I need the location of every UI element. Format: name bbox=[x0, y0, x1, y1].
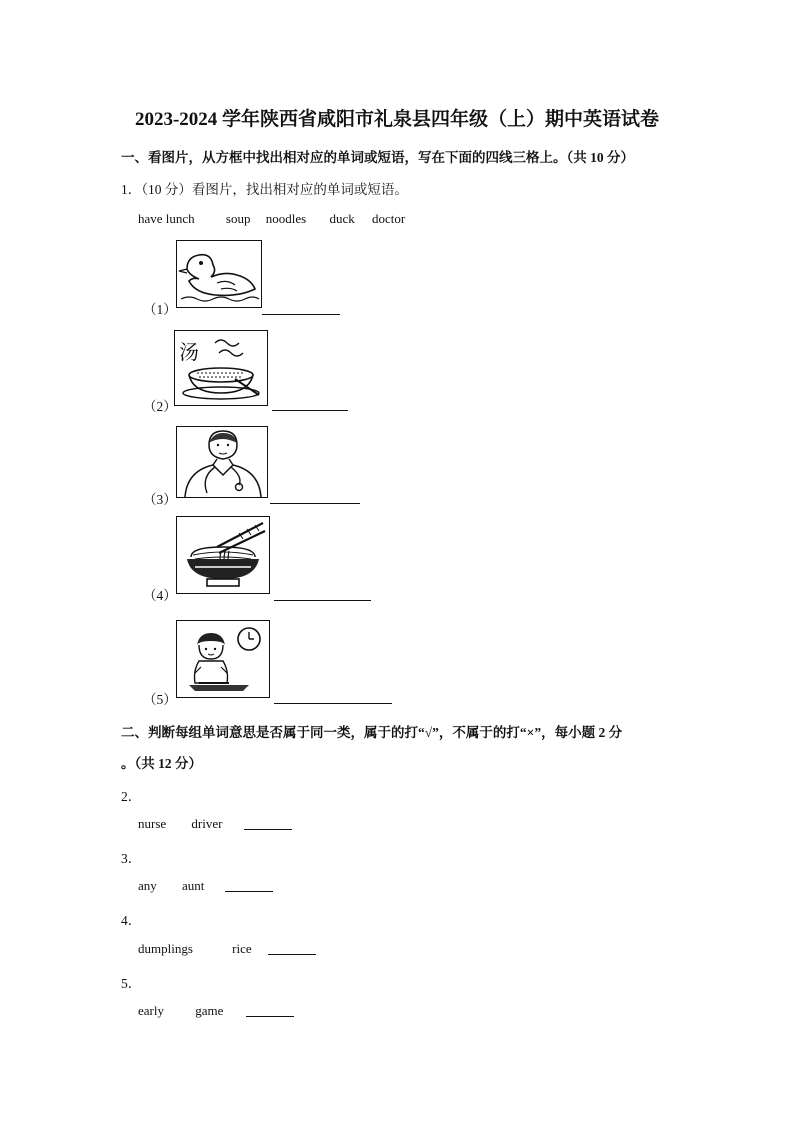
question-number: 4． bbox=[121, 913, 142, 928]
answer-blank[interactable] bbox=[262, 314, 340, 315]
answer-blank[interactable] bbox=[225, 891, 273, 892]
word-pair bbox=[138, 941, 252, 957]
item-number: （5） bbox=[143, 692, 177, 707]
question-number: 2． bbox=[121, 789, 142, 804]
word-bank bbox=[138, 211, 405, 227]
word-pair bbox=[138, 878, 204, 894]
soup-picture-icon bbox=[174, 330, 268, 406]
soup-char: 汤 bbox=[179, 340, 199, 364]
word-bank-item: noodles bbox=[265, 211, 307, 226]
section-1-heading: 一、看图片，从方框中找出相对应的单词或短语，写在下面的四线三格上。（共 10 分） bbox=[121, 150, 634, 165]
answer-blank[interactable] bbox=[270, 503, 360, 504]
word-2: aunt bbox=[182, 878, 205, 893]
page-title: 2023-2024 学年陕西省咸阳市礼泉县四年级（上）期中英语试卷 bbox=[134, 109, 660, 130]
item-number: （3） bbox=[143, 492, 177, 507]
word-1: nurse bbox=[138, 816, 167, 831]
word-pair bbox=[138, 816, 222, 832]
word-1: any bbox=[138, 878, 157, 893]
word-bank-item: have lunch bbox=[138, 211, 195, 226]
question-number: 3． bbox=[121, 851, 142, 866]
question-number: 5． bbox=[121, 976, 142, 991]
item-number: （4） bbox=[143, 588, 177, 603]
answer-blank[interactable] bbox=[268, 954, 316, 955]
item-number: （2） bbox=[143, 399, 177, 414]
word-bank-item: soup bbox=[225, 211, 251, 226]
duck-picture-icon bbox=[176, 240, 262, 308]
answer-blank[interactable] bbox=[272, 410, 348, 411]
answer-blank[interactable] bbox=[274, 703, 392, 704]
word-bank-item: doctor bbox=[371, 211, 406, 226]
word-2: game bbox=[195, 1003, 224, 1018]
doctor-picture-icon bbox=[176, 426, 268, 498]
section-2-heading-cont: 。（共 12 分） bbox=[121, 756, 202, 771]
answer-blank[interactable] bbox=[246, 1016, 294, 1017]
have-lunch-picture-icon bbox=[176, 620, 270, 698]
word-2: driver bbox=[191, 816, 223, 831]
noodles-picture-icon bbox=[176, 516, 270, 594]
word-bank-item: duck bbox=[329, 211, 355, 226]
word-pair bbox=[138, 1003, 223, 1019]
question-1-prompt: 1．（10 分）看图片，找出相对应的单词或短语。 bbox=[121, 182, 408, 197]
word-1: early bbox=[138, 1003, 164, 1018]
answer-blank[interactable] bbox=[274, 600, 371, 601]
answer-blank[interactable] bbox=[244, 829, 292, 830]
section-2-heading: 二、判断每组单词意思是否属于同一类，属于的打“√”，不属于的打“×”，每小题 2 分 bbox=[121, 725, 623, 740]
word-2: rice bbox=[232, 941, 252, 956]
word-1: dumplings bbox=[138, 941, 193, 956]
item-number: （1） bbox=[143, 302, 177, 317]
